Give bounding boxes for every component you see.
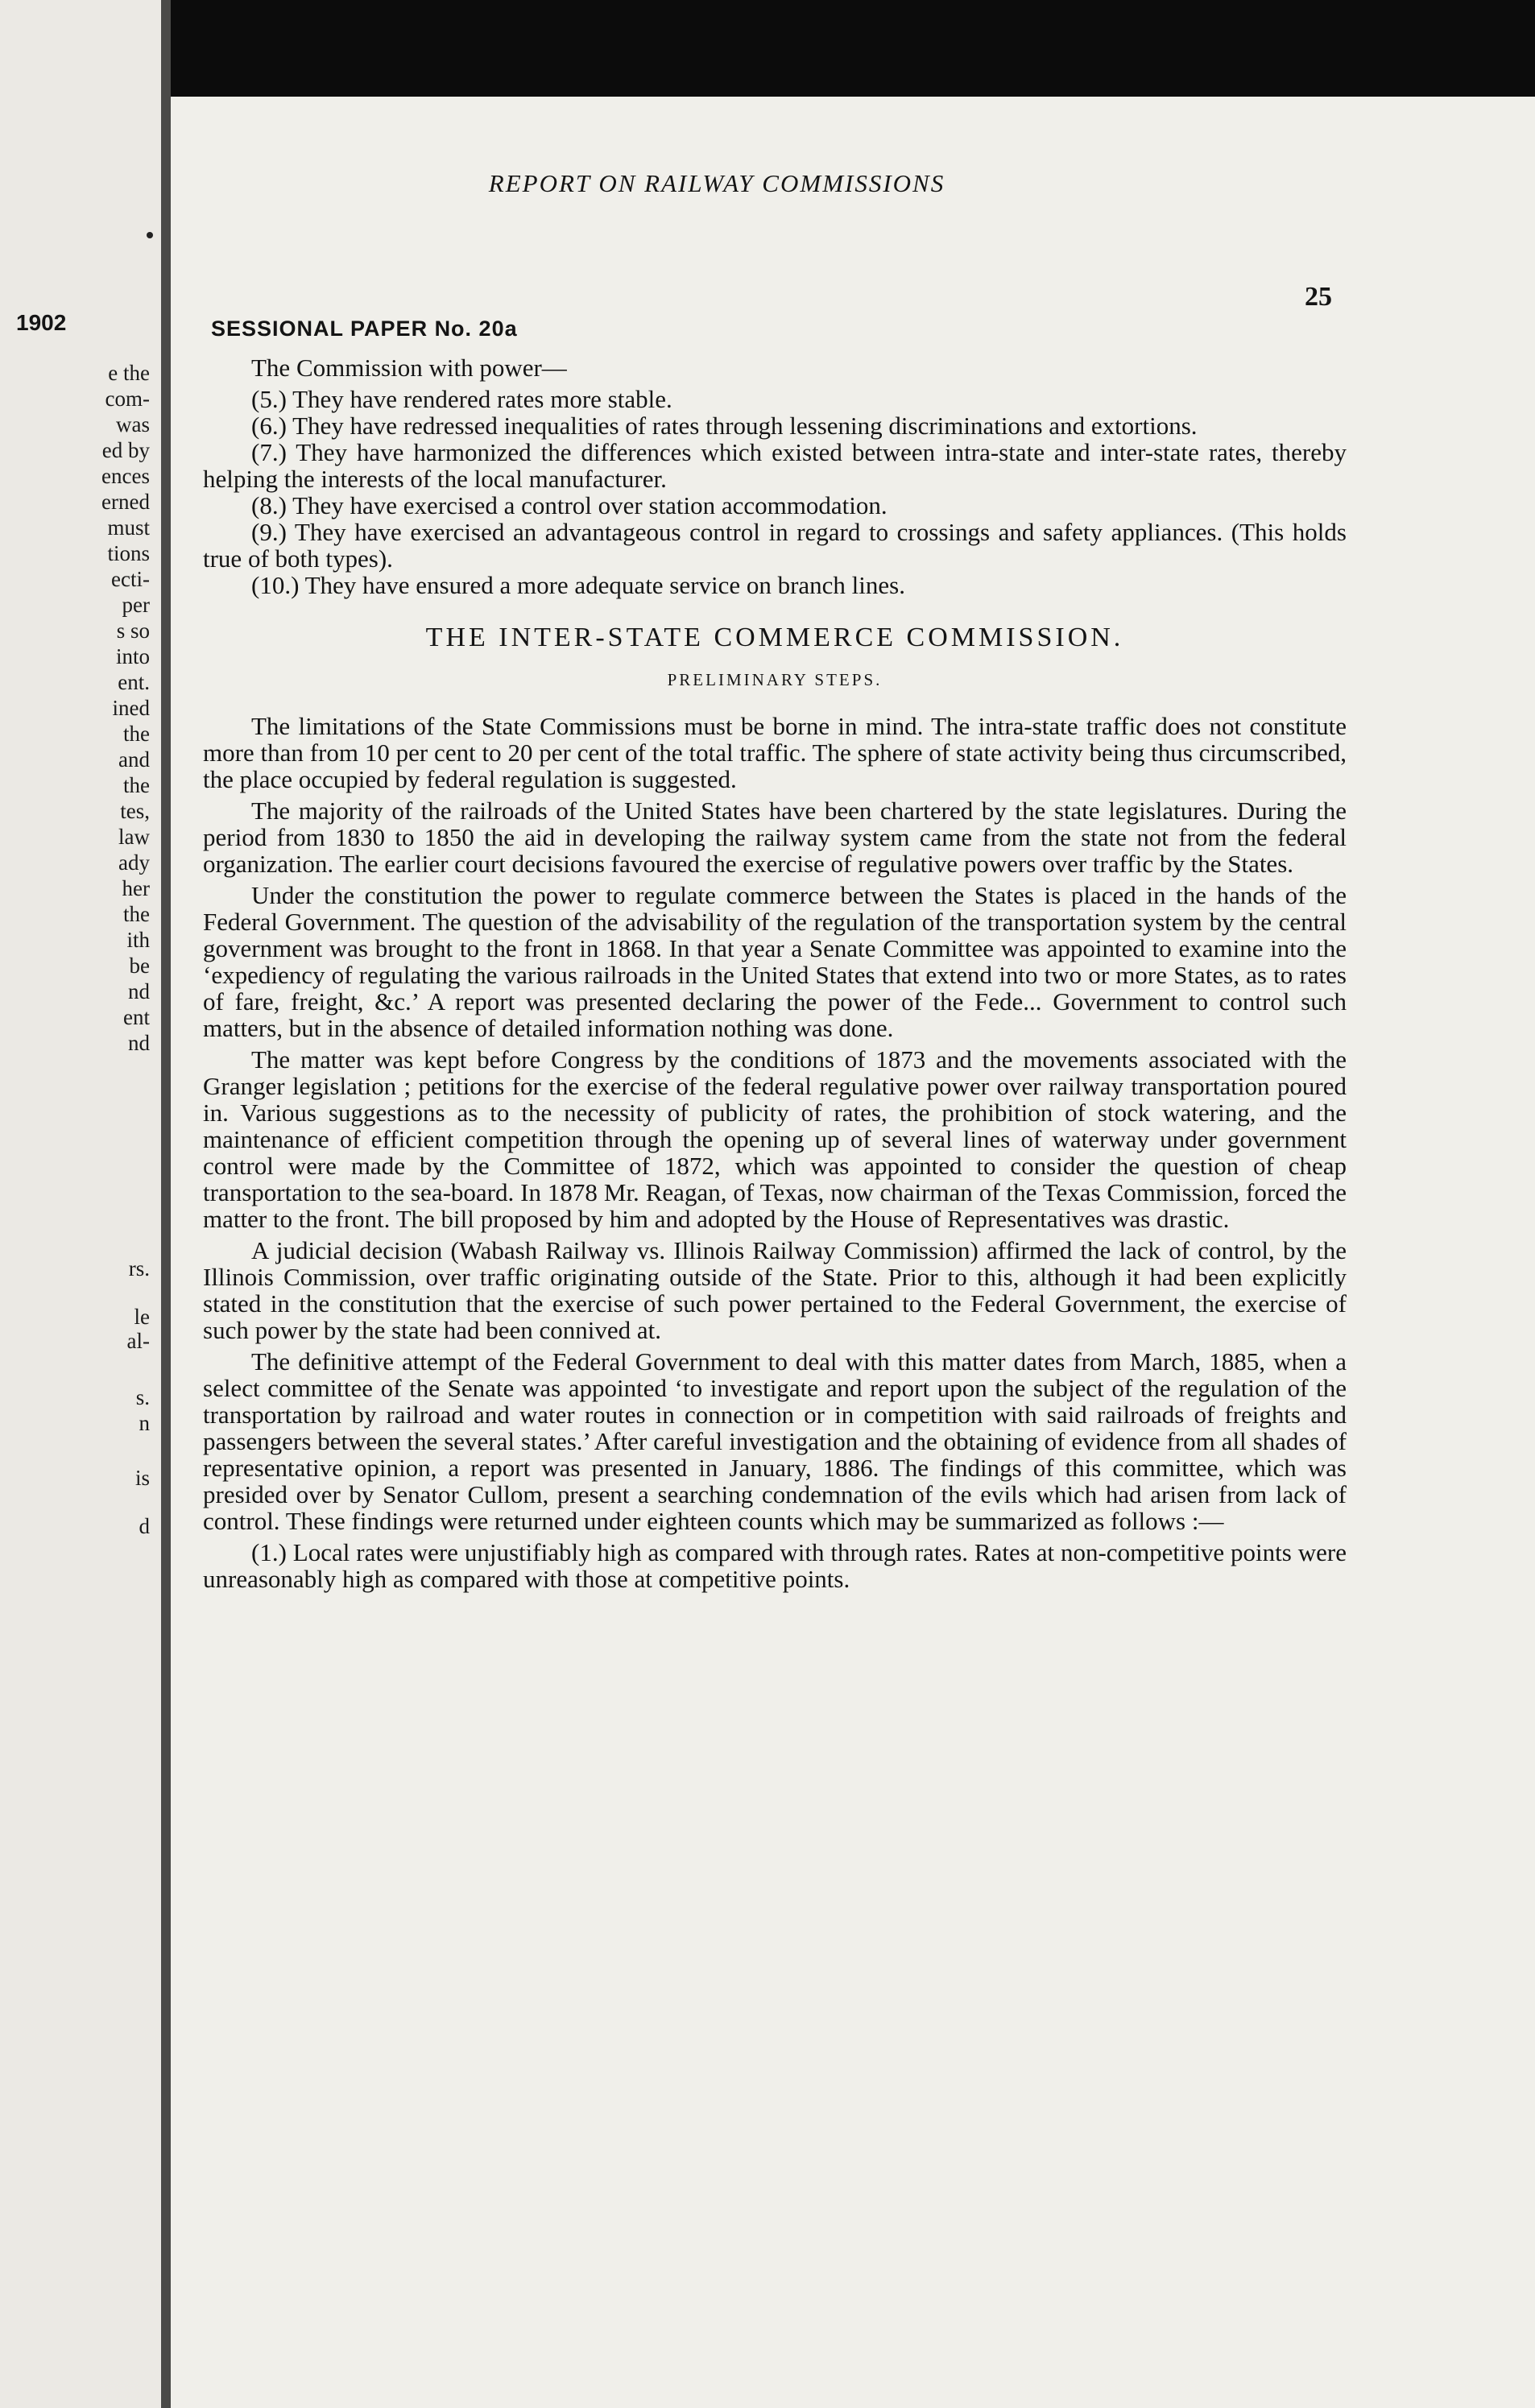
left-page-fragment: ences	[101, 464, 150, 488]
left-page-fragment: must	[107, 515, 150, 540]
running-head: REPORT ON RAILWAY COMMISSIONS	[488, 169, 945, 197]
left-page-fragment: her	[122, 876, 150, 900]
list-item: (9.) They have exercised an advantageous control in regard to crossings and safety appliances. (This holds true of both types).	[203, 518, 1347, 573]
paragraph: A judicial decision (Wabash Railway vs. Illinois Railway Commission) affirmed the lack of control, by the Illinois Commission, over traffic originating outside of the State. Prior to this, although it had been explicitly stated in the constitution that the exercise of such power pertained to the Federal Government, the exercise of such power by the state had been connived at.	[203, 1236, 1347, 1344]
left-page-fragment: d	[139, 1514, 150, 1538]
body-text	[203, 354, 1347, 1592]
left-page-fragment: nd	[128, 1031, 150, 1055]
session-label: SESSIONAL PAPER No. 20a	[211, 317, 518, 341]
subsection-heading: PRELIMINARY STEPS.	[667, 670, 883, 689]
left-page-fragment: and	[118, 747, 150, 772]
left-page-fragment: e the	[108, 361, 150, 385]
paragraph: Under the constitution the power to regulate commerce between the States is placed in the hands of the Federal Government. The question of the advisability of the regulation of the transportation system by the central government was brought to the front in 1868. In that year a Senate Committee was appointed to examine into the ‘expediency of regulating the various railroads in the United States that extend into two or more States, as to rates of fare, freight, &c.’ A report was presented declaring the power of the Fede... Government to control such matters, but in the absence of detailed information nothing was done.	[203, 881, 1347, 1042]
left-page-fragment: the	[123, 773, 150, 797]
left-page-fragment: n	[139, 1411, 150, 1435]
left-page-fragment: per	[122, 593, 150, 617]
left-page-fragment: le	[134, 1305, 150, 1329]
left-page-fragment: ined	[112, 696, 150, 720]
left-page-fragment: ent.	[118, 670, 150, 694]
left-facing-page	[0, 0, 161, 2408]
left-page-fragment: erned	[101, 490, 150, 514]
left-page-fragment: is	[134, 1466, 150, 1490]
left-page-fragment: al-	[126, 1329, 150, 1353]
left-page-fragment: ecti-	[111, 567, 150, 591]
left-page-fragment: nd	[128, 979, 150, 1003]
paragraph: The majority of the railroads of the United States have been chartered by the state legislatures. During the period from 1830 to 1850 the aid in developing the railway system came from the state not from the federal organization. The earlier court decisions favoured the exercise of regulative powers over traffic by the States.	[203, 796, 1347, 878]
left-page-fragment: was	[116, 412, 150, 437]
left-page-fragment: s so	[116, 619, 150, 643]
ink-dot	[147, 232, 153, 238]
left-page-fragment: ed by	[101, 438, 150, 462]
section-heading: THE INTER-STATE COMMERCE COMMISSION.	[425, 623, 1124, 652]
left-page-fragment: rs.	[128, 1256, 150, 1281]
list-item: (7.) They have harmonized the differences which existed between intra-state and inter-state rates, thereby helping the interests of the local manufacturer.	[203, 438, 1347, 493]
list-item: (10.) They have ensured a more adequate service on branch lines.	[251, 571, 905, 599]
intro-line: The Commission with power—	[251, 354, 567, 382]
left-page-fragment: be	[129, 954, 150, 978]
book-gutter	[161, 0, 171, 2408]
list-item: (1.) Local rates were unjustifiably high as compared with through rates. Rates at non-competitive points were unreasonably high as compared with those at competitive points.	[203, 1538, 1347, 1593]
left-page-fragment: tes,	[120, 799, 150, 823]
left-page-fragment: s.	[135, 1385, 150, 1409]
left-page-fragment: into	[115, 644, 150, 668]
left-page-fragment: the	[123, 722, 150, 746]
left-page-fragment: com-	[105, 387, 150, 411]
list-item: (5.) They have rendered rates more stable.	[251, 385, 672, 413]
paragraph: The definitive attempt of the Federal Government to deal with this matter dates from March, 1885, when a select committee of the Senate was appointed ‘to investigate and report upon the subject of the regulation of the transportation by railroad and water routes in connection or in competition with said railroads of freights and passengers between the several states.’ After careful investigation and the obtaining of evidence from all shades of representative opinion, a report was presented in January, 1886. The findings of this committee, which was presided over by Senator Cullom, present a searching condemnation of the evils which had arisen from lack of control. These findings were returned under eighteen counts which may be summarized as follows :—	[203, 1347, 1347, 1535]
left-page-fragment: ith	[126, 928, 150, 952]
paragraph: The limitations of the State Commissions must be borne in mind. The intra-state traffic does not constitute more than from 10 per cent to 20 per cent of the total traffic. The sphere of state activity being thus circumscribed, the place occupied by federal regulation is suggested.	[203, 712, 1347, 793]
left-page-year: 1902	[16, 310, 67, 335]
list-item: (6.) They have redressed inequalities of rates through lessening discriminations and extortions.	[251, 412, 1198, 440]
paragraph: The matter was kept before Congress by the conditions of 1873 and the movements associated with the Granger legislation ; petitions for the exercise of the federal regulative power over railway transportation poured in. Various suggestions as to the necessity of publicity of rates, the prohibition of stock watering, and the maintenance of efficient competition through the opening up of several lines of waterway under government control were made by the Committee of 1872, which was appointed to consider the question of cheap transportation to the sea-board. In 1878 Mr. Reagan, of Texas, now chairman of the Texas Commission, forced the matter to the front. The bill proposed by him and adopted by the House of Representatives was drastic.	[203, 1045, 1347, 1233]
left-page-fragment: the	[123, 902, 150, 926]
left-page-fragment: law	[118, 825, 150, 849]
left-page-fragment: tions	[107, 541, 150, 565]
left-page-fragment: ent	[123, 1005, 150, 1029]
list-item: (8.) They have exercised a control over station accommodation.	[251, 491, 887, 519]
page-number: 25	[1305, 282, 1332, 312]
left-page-fragment: ady	[118, 850, 150, 875]
